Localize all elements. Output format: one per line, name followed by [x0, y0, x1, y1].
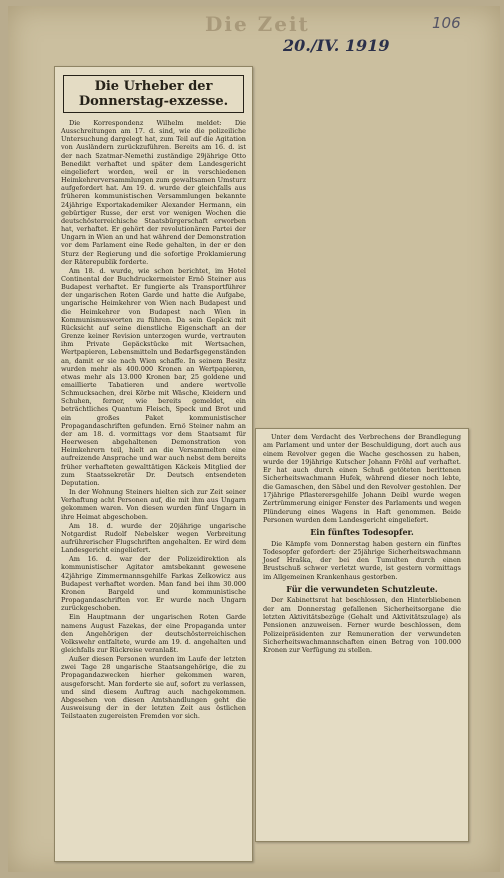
folio-number: 106: [432, 14, 461, 32]
subhead-wounded-police: Für die verwundeten Schutzleute.: [286, 584, 438, 595]
paragraph: Am 18. d. wurde der 20jährige ungarische Notgardist Rudolf Nebelsker wegen Verbreitung aufrührerischer Flugschriften angehalten. Er wird dem Landesgericht eingeliefert.: [61, 521, 246, 555]
paragraph: Außer diesen Personen wurden im Laufe der letzten zwei Tage 28 ungarische Staatsangehörige, die zu Propagandazwecken hierher gekommen waren, ausgeforscht. Man forderte sie auf, sofort zu verlassen, und sind diesem Auftrag auch nachgekommen. Abgesehen von diesen Amtshandlungen geht die Ausweisung der in der letzten Zeit aus östlichen Teilstaaten zugereisten Fremden vor sich.: [61, 655, 246, 721]
paragraph: Am 16. d. war der der Polizeidirektion als kommunistischer Agitator amtsbekannt gewesene 42jährige Zimmermannsgehilfe Farkas Zelkowicz aus Budapest verhaftet worden. Man fand bei ihm 30.000 Kronen Bargeld und kommunistische Propagandaschriften vor. Er wurde nach Ungarn zurückgeschoben.: [61, 555, 246, 613]
subhead-fifth-victim: Ein fünftes Todesopfer.: [310, 527, 414, 538]
paragraph: Die Korrespondenz Wilhelm meldet: Die Ausschreitungen am 17. d. sind, wie die polizeiliche Untersuchung dargelegt hat, zum Teil auf die Agitation von Ausländern zurückzuführen. Bereits am 16. d. ist der nach Szatmar-Nemethi zuständige 29jährige Otto Benedikt verhaftet und später dem Landesgericht eingeliefert worden, weil er in verschiedenen Heimkehrerversammlungen zum gewaltsamen Umsturz aufgefordert hat. Am 19. d. wurde der gleichfalls aus früheren kommunistischen Versammlungen bekannte 24jährige Exportakademiker Alexander Hermann, ein gebürtiger Russe, der erst vor wenigen Wochen die deutschösterreichische Staatsbürgerschaft erworben hat, verhaftet. Er gehört der revolutionären Partei der Ungarn in Wien an und hat während der Demonstration vor dem Parlament eine Rede gehalten, in der er den Sturz der Regierung und die sofortige Proklamierung der Räterepublik forderte.: [61, 119, 246, 266]
paragraph: Die Kämpfe vom Donnerstag haben gestern ein fünftes Todesopfer gefordert: der 25jährige Sicherheitswachmann Josef Hraška, der bei den Tumulten durch einen Brustschuß schwer verletzt wurde, ist gestern vormittags im Allgemeinen Krankenhaus gestorben.: [263, 539, 461, 581]
clipping-continuation: [255, 428, 469, 842]
paragraph: Ein Hauptmann der ungarischen Roten Garde namens August Fazekas, der eine Propaganda unter den Angehörigen der deutschösterreichischen Volkswehr entfaltete, wurde am 19. d. angehalten und gleichfalls zur Rückreise veranlaßt.: [61, 613, 246, 654]
article-body: [61, 119, 246, 720]
article-continuation: [263, 433, 461, 654]
paragraph: Unter dem Verdacht des Verbrechens der Brandlegung am Parlament und unter der Beschuldigung, dort auch aus einem Revolver gegen die Wache geschossen zu haben, wurde der 19jährige Kutscher Johann Fröhl auf verhaftet. Er hat auch durch einen Schuß getöteten berittenen Sicherheitswachmann Hufek, während dieser noch lebte, die Gamaschen, den Säbel und den Revolver gestohlen. Der 17jährige Pflasterersgehilfe Johann Deibl wurde wegen Zertrümmerung einiger Fenster des Parlaments und wegen Plünderung eines Wagens in Haft genommen. Beide Personen wurden dem Landesgericht eingeliefert.: [263, 433, 461, 524]
paragraph: In der Wohnung Steiners hielten sich zur Zeit seiner Verhaftung acht Personen auf, die mit ihm aus Ungarn gekommen waren. Von diesen wurden fünf Ungarn in ihre Heimat abgeschoben.: [61, 488, 246, 521]
newspaper-masthead: Die Zeit: [205, 12, 310, 36]
paragraph: Der Kabinettsrat hat beschlossen, den Hinterbliebenen der am Donnerstag gefallenen Sicherheitsorgane die letzten Aktivitätsbezüge (Gehalt und Aktivitätszulage) als Pensionen anzuweisen. Ferner wurde beschlossen, dem Polizeipräsidenten zur Remuneration der verwundeten Sicherheitswachmannschaften einen Betrag von 100.000 Kronen zur Verfügung zu stellen.: [263, 596, 461, 655]
clipping-main: [54, 66, 253, 862]
paragraph: Am 18. d. wurde, wie schon berichtet, im Hotel Continental der Buchdruckermeister Ernö Steiner aus Budapest verhaftet. Er fungierte als Transportführer der ungarischen Roten Garde und hatte die Aufgabe, ungarische Heimkehrer von Wien nach Budapest und die Heimkehrer von Budapest nach Wien in Kommunismusworten zu führen. Da sein Gepäck mit Rücksicht auf seine dienstliche Eigenschaft an der Grenze keiner Revision unterzogen wurde, vertrauten ihm Private Gepäckstücke mit Wertsachen, Wertpapieren, Lebensmitteln und Bedarfsgegenständen an, damit er sie nach Wien schaffe. In seinem Besitz wurden mehr als 400.000 Kronen an Wertpapieren, etwas mehr als 13.000 Kronen bar, 25 goldene und emaillierte Tabatieren und andere wertvolle Schmucksachen, drei Körbe mit Wäsche, Kleidern und Schuhen, ferner, wie bereits gemeldet, ein beträchtliches Quantum Fleisch, Speck und Brot und ein großes Paket kommunistischer Propagandaschriften gefunden. Ernö Steiner nahm an der am 18. d. vormittags vor dem Staatsamt für Heerwesen abgehaltenen Demonstration von Heimkehrern teil, hielt an die Versammelten eine aufreizende Ansprache und war auch nebst dem bereits früher verhafteten gewalttätigen Käckeis Mitglied der zum Staatssekretär Dr. Deutsch entsendeten Deputation.: [61, 266, 246, 487]
article-headline: Die Urheber der Donnerstag-exzesse.: [63, 75, 244, 113]
handwritten-date: 20./IV. 1919: [283, 36, 390, 55]
